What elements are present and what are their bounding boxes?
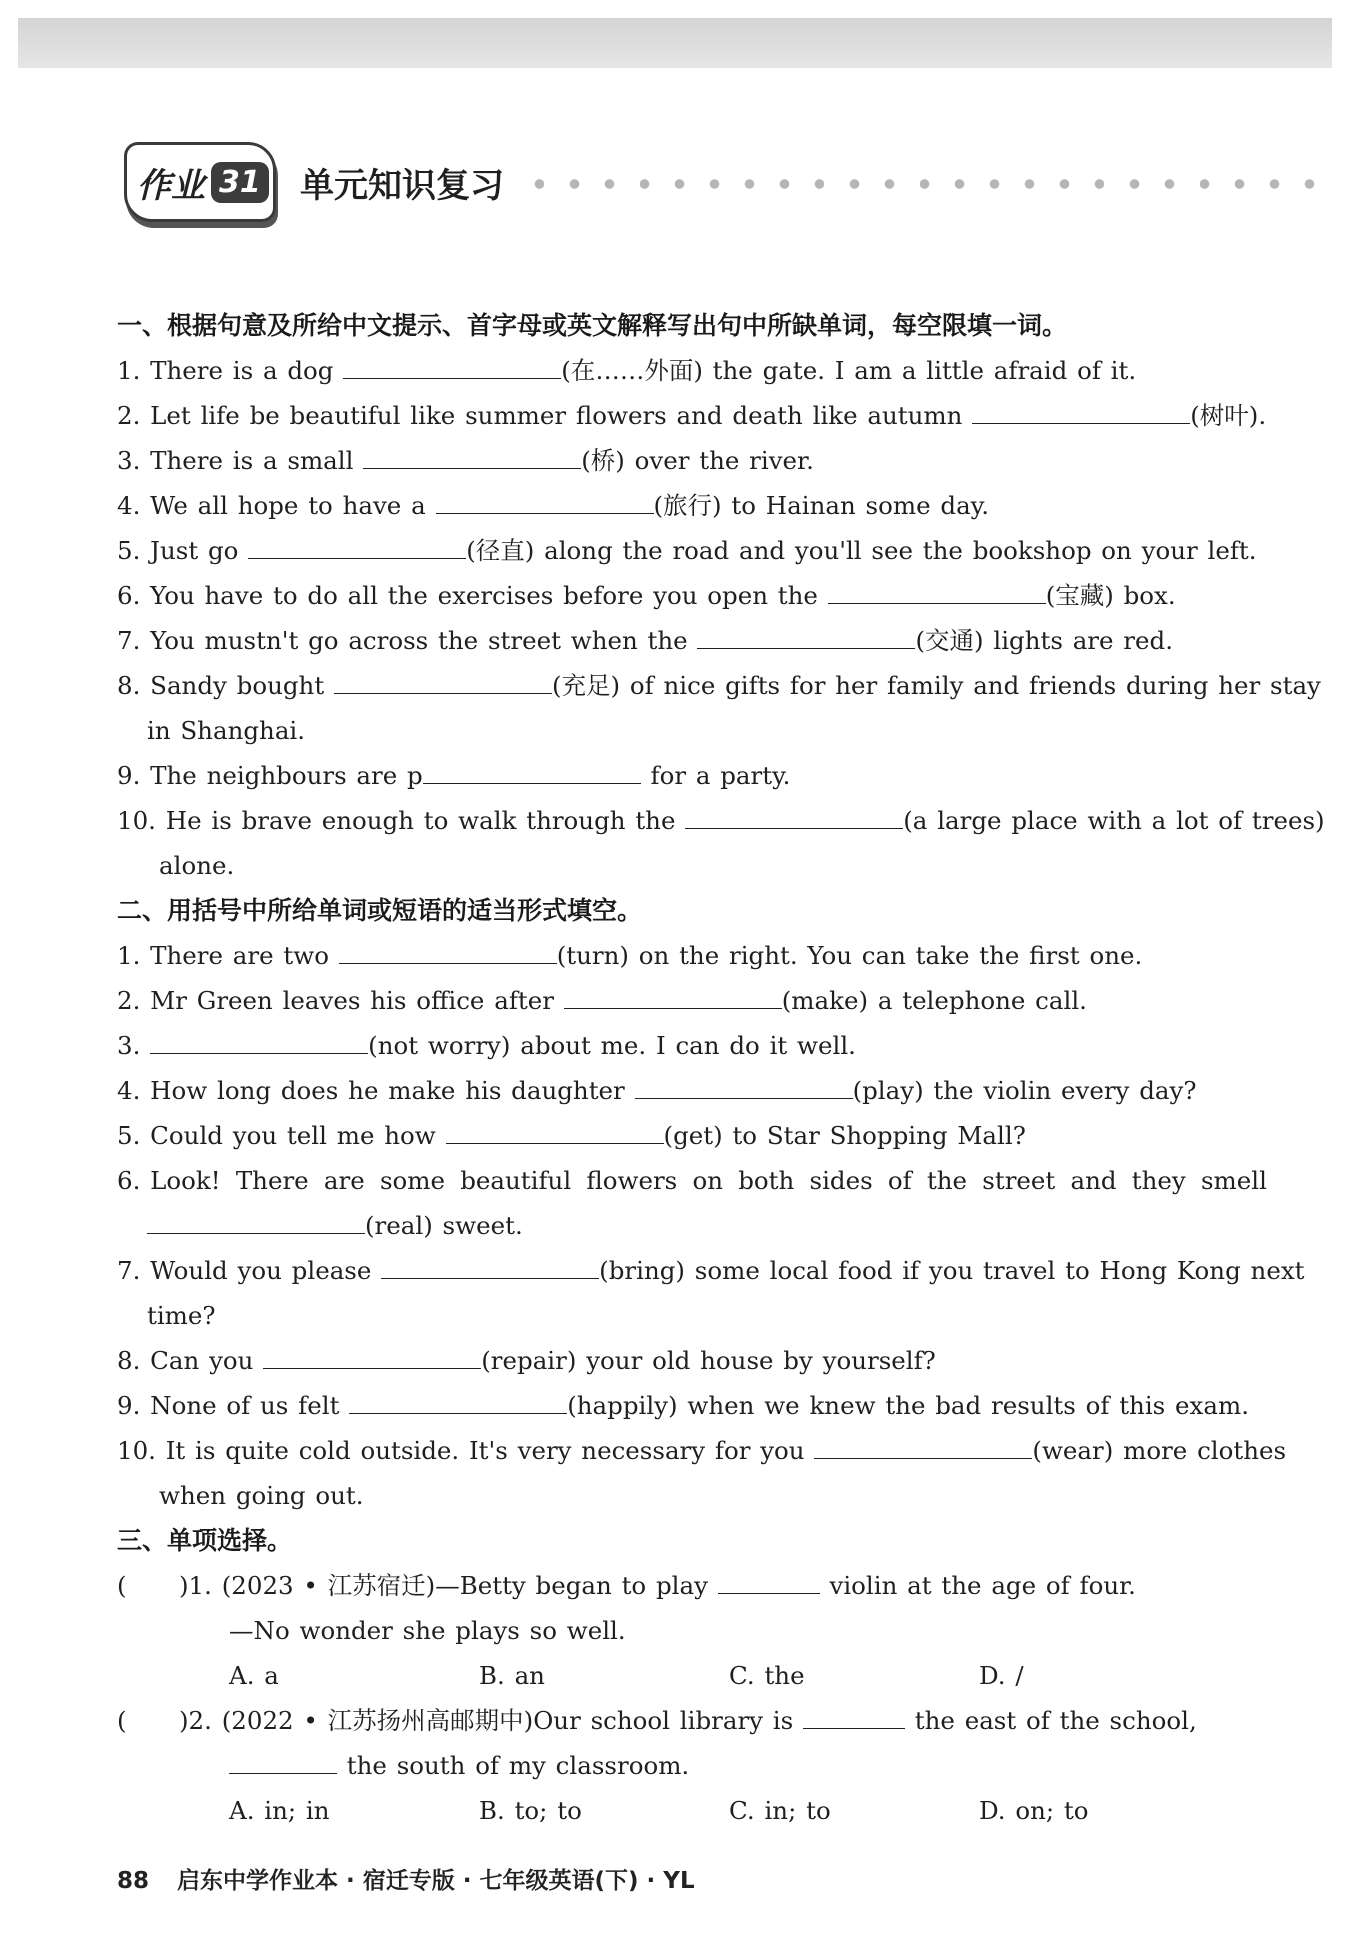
answer-blank[interactable] [339,937,557,964]
s1-question-8: 8. Sandy bought (充足) of nice gifts for her family and friends during her stay [117,663,1277,708]
option-c[interactable]: C. the [729,1661,805,1690]
answer-blank[interactable] [263,1342,481,1369]
answer-blank[interactable] [150,1027,368,1054]
s3-question-1: ( )1. (2023 • 江苏宿迁)—Betty began to play violin at the age of four. [117,1563,1277,1608]
s1-question-10-continued: alone. [159,851,235,880]
answer-blank[interactable] [972,397,1190,424]
section2-heading: 二、用括号中所给单词或短语的适当形式填空。 [117,896,643,925]
book-title: 启东中学作业本 · 宿迁专版 · 七年级英语(下) · YL [177,1868,695,1894]
option-a[interactable]: A. a [229,1661,279,1690]
s1-question-4: 4. We all hope to have a (旅行) to Hainan some day. [117,483,1277,528]
homework-badge [124,142,276,222]
s2-question-9: 9. None of us felt (happily) when we knew the bad results of this exam. [117,1383,1277,1428]
s3-question-1-reply: —No wonder she plays so well. [229,1616,626,1645]
answer-parenthesis[interactable]: ( [117,1706,127,1735]
answer-blank[interactable] [436,487,654,514]
s3-question-2-continued: the south of my classroom. [117,1743,1277,1788]
s1-question-1: 1. There is a dog (在……外面) the gate. I am a little afraid of it. [117,348,1277,393]
page-footer [117,1862,695,1895]
s1-question-10: 10. He is brave enough to walk through the (a large place with a lot of trees) [117,798,1277,843]
answer-blank[interactable] [248,532,466,559]
s3-question-2-options [117,1788,1277,1833]
s1-question-5: 5. Just go (径直) along the road and you'll see the bookshop on your left. [117,528,1277,573]
page-number: 88 [117,1868,150,1894]
answer-blank[interactable] [828,577,1046,604]
answer-blank[interactable] [803,1702,905,1729]
option-a[interactable]: A. in; in [229,1796,330,1825]
s2-question-3: 3. (not worry) about me. I can do it well. [117,1023,1277,1068]
s1-question-3: 3. There is a small (桥) over the river. [117,438,1277,483]
s2-question-10: 10. It is quite cold outside. It's very necessary for you (wear) more clothes [117,1428,1277,1473]
s2-question-1: 1. There are two (turn) on the right. You can take the first one. [117,933,1277,978]
section3-heading: 三、单项选择。 [117,1526,293,1555]
worksheet-content [117,303,1325,1833]
option-b[interactable]: B. to; to [479,1796,582,1825]
answer-blank[interactable] [718,1567,820,1594]
answer-blank[interactable] [446,1117,664,1144]
badge-number: 31 [211,162,269,203]
s1-question-9: 9. The neighbours are p for a party. [117,753,1277,798]
answer-blank[interactable] [423,757,641,784]
answer-parenthesis[interactable]: ( [117,1571,127,1600]
decorative-dots [522,179,1332,189]
top-scan-band [18,18,1332,68]
answer-blank[interactable] [229,1747,337,1774]
answer-blank[interactable] [343,352,561,379]
answer-blank[interactable] [363,442,581,469]
answer-blank[interactable] [635,1072,853,1099]
badge-word: 作业 [137,165,205,206]
s1-question-6: 6. You have to do all the exercises before you open the (宝藏) box. [117,573,1277,618]
s2-question-6: 6. Look! There are some beautiful flowers on both sides of the street and they smell [117,1166,1267,1195]
s3-question-2: ( )2. (2022 • 江苏扬州高邮期中)Our school library is the east of the school, [117,1698,1277,1743]
answer-blank[interactable] [697,622,915,649]
s3-question-1-options [117,1653,1277,1698]
s2-question-6-continued: (real) sweet. [117,1203,1277,1248]
option-b[interactable]: B. an [479,1661,545,1690]
s2-question-8: 8. Can you (repair) your old house by yourself? [117,1338,1277,1383]
section1-heading: 一、根据句意及所给中文提示、首字母或英文解释写出句中所缺单词，每空限填一词。 [117,311,1068,340]
s2-question-7-continued: time? [147,1301,216,1330]
option-d[interactable]: D. / [979,1661,1024,1690]
s1-question-2: 2. Let life be beautiful like summer flowers and death like autumn (树叶). [117,393,1277,438]
answer-blank[interactable] [814,1432,1032,1459]
answer-blank[interactable] [349,1387,567,1414]
answer-blank[interactable] [334,667,552,694]
answer-blank[interactable] [685,802,903,829]
s2-question-7: 7. Would you please (bring) some local food if you travel to Hong Kong next [117,1248,1277,1293]
s2-question-10-continued: when going out. [159,1481,364,1510]
s2-question-5: 5. Could you tell me how (get) to Star Shopping Mall? [117,1113,1277,1158]
s2-question-4: 4. How long does he make his daughter (play) the violin every day? [117,1068,1277,1113]
s2-question-2: 2. Mr Green leaves his office after (make) a telephone call. [117,978,1277,1023]
unit-title: 单元知识复习 [300,166,504,206]
answer-blank[interactable] [564,982,782,1009]
option-d[interactable]: D. on; to [979,1796,1089,1825]
s1-question-7: 7. You mustn't go across the street when the (交通) lights are red. [117,618,1277,663]
answer-blank[interactable] [381,1252,599,1279]
s1-question-8-continued: in Shanghai. [147,716,306,745]
option-c[interactable]: C. in; to [729,1796,831,1825]
answer-blank[interactable] [147,1207,365,1234]
